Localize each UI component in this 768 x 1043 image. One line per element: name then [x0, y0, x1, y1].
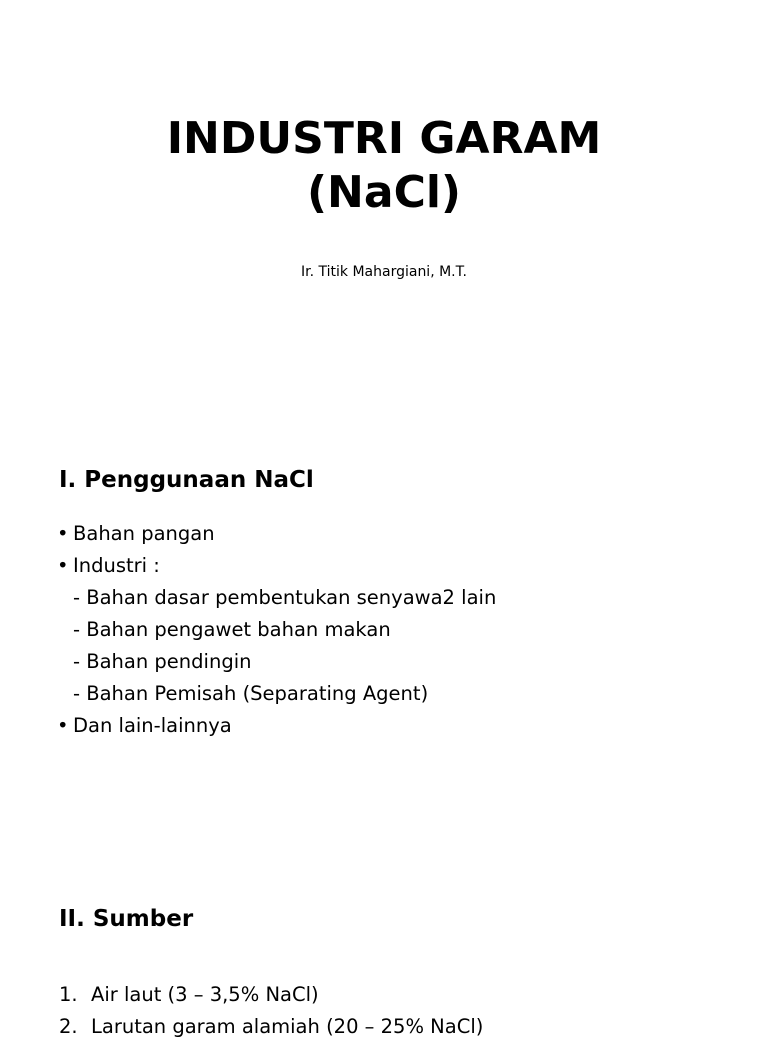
penggunaan-list	[57, 518, 496, 742]
item-number: 1.	[59, 983, 78, 1006]
bullet-icon: •	[57, 554, 69, 577]
sub-list-item: - Bahan pendingin	[73, 650, 252, 673]
sumber-list	[59, 979, 483, 1043]
bullet-icon: •	[57, 714, 69, 737]
list-item-label: Bahan pangan	[73, 522, 215, 545]
item-text: Larutan garam alamiah (20 – 25% NaCl)	[91, 1015, 484, 1038]
sub-list-item: - Bahan Pemisah (Separating Agent)	[73, 682, 429, 705]
sub-list-item: - Bahan dasar pembentukan senyawa2 lain	[73, 586, 497, 609]
section-heading-penggunaan: I. Penggunaan NaCl	[59, 467, 314, 493]
list-item	[57, 518, 496, 550]
list-item-label: Dan lain-lainnya	[73, 714, 232, 737]
industri-sub-list	[57, 582, 496, 710]
author-name: Ir. Titik Mahargiani, M.T.	[301, 264, 467, 280]
section-heading-sumber: II. Sumber	[59, 906, 194, 932]
title-slide	[0, 0, 768, 440]
bullet-icon: •	[57, 522, 69, 545]
sub-list-item: - Bahan pengawet bahan makan	[73, 618, 391, 641]
item-text: Air laut (3 – 3,5% NaCl)	[91, 983, 319, 1006]
list-item-label: Industri :	[73, 554, 160, 577]
item-number: 2.	[59, 1015, 78, 1038]
list-item	[57, 550, 496, 710]
list-item	[57, 710, 496, 742]
numbered-item	[59, 979, 483, 1011]
slide-title-line-1: INDUSTRI GARAM	[166, 113, 602, 164]
numbered-item	[59, 1011, 483, 1043]
slide-title-line-2: (NaCl)	[306, 167, 462, 218]
